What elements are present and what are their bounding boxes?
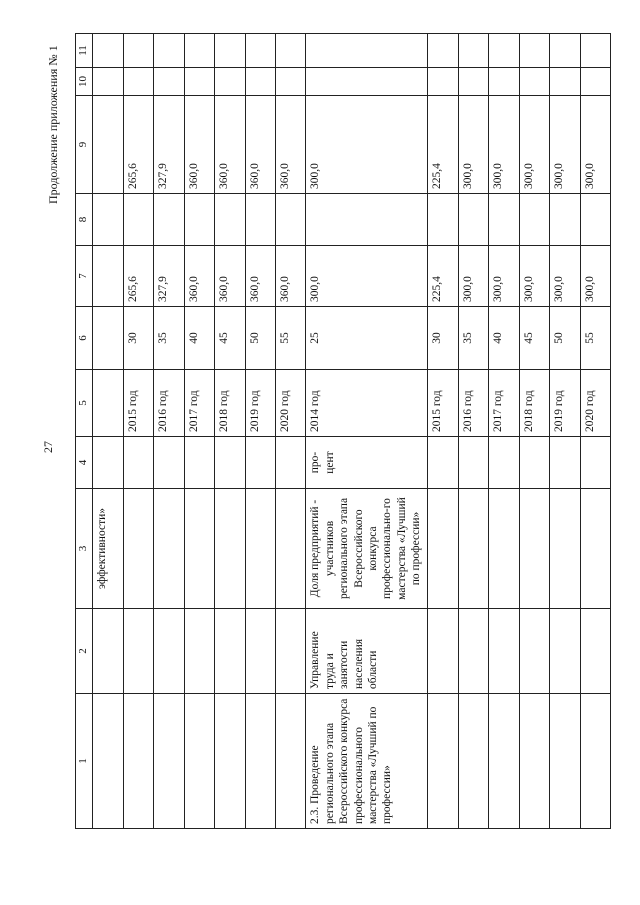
table-cell-col-5: 2016 год (458, 370, 488, 437)
table-cell-col-10 (123, 68, 153, 96)
table-cell-col-6: 55 (275, 307, 305, 370)
table-row (458, 34, 488, 829)
table-cell-col-9: 360,0 (245, 96, 275, 194)
table-cell-col-9: 300,0 (580, 96, 611, 194)
table-cell-col-8 (428, 194, 458, 246)
table-cell-col-8 (215, 194, 245, 246)
table-cell-col-10 (93, 68, 123, 96)
table-cell-col-10 (458, 68, 488, 96)
table-cell-col-9: 360,0 (275, 96, 305, 194)
column-number-4: 4 (76, 437, 93, 489)
table-cell-col-10 (580, 68, 611, 96)
table-cell-col-11 (306, 34, 428, 68)
header-row (76, 34, 93, 829)
table-cell-col-7: 327,9 (154, 246, 184, 307)
table-cell-col-5: 2019 год (550, 370, 580, 437)
table-cell-col-9: 327,9 (154, 96, 184, 194)
table-cell-col-8 (184, 194, 214, 246)
table-cell-col-7 (93, 246, 123, 307)
table-cell-col-11 (519, 34, 549, 68)
column-number-1: 1 (76, 694, 93, 829)
table-cell-col-5: 2014 год (306, 370, 428, 437)
table-cell-col-5: 2019 год (245, 370, 275, 437)
table-cell-col-2 (184, 609, 214, 694)
table-cell-col-5: 2018 год (215, 370, 245, 437)
table-cell-col-10 (519, 68, 549, 96)
table-cell-col-6: 35 (458, 307, 488, 370)
table-cell-col-1 (93, 694, 123, 829)
table-cell-col-11 (489, 34, 519, 68)
table-cell-col-1 (428, 694, 458, 829)
table-cell-col-6: 30 (428, 307, 458, 370)
table-cell-col-7: 360,0 (184, 246, 214, 307)
table-cell-col-3 (275, 489, 305, 609)
table-cell-col-9: 300,0 (550, 96, 580, 194)
table-cell-col-6: 40 (489, 307, 519, 370)
table-cell-col-2 (580, 609, 611, 694)
table-cell-col-11 (550, 34, 580, 68)
table-cell-col-8 (93, 194, 123, 246)
table-cell-col-4 (245, 437, 275, 489)
table-cell-col-10 (489, 68, 519, 96)
table-row (580, 34, 611, 829)
column-number-2: 2 (76, 609, 93, 694)
table-cell-col-8 (519, 194, 549, 246)
table-cell-col-4 (275, 437, 305, 489)
table-cell-col-10 (215, 68, 245, 96)
table-cell-col-11 (154, 34, 184, 68)
table-cell-col-9: 300,0 (458, 96, 488, 194)
table-cell-col-5: 2020 год (275, 370, 305, 437)
program-table (75, 33, 611, 829)
table-cell-col-2 (458, 609, 488, 694)
table-cell-col-6 (93, 307, 123, 370)
table-cell-col-4 (550, 437, 580, 489)
table-cell-col-4 (93, 437, 123, 489)
table-cell-col-9: 360,0 (184, 96, 214, 194)
table-cell-col-3 (458, 489, 488, 609)
table-cell-col-8 (458, 194, 488, 246)
table-row (184, 34, 214, 829)
table-cell-col-5: 2016 год (154, 370, 184, 437)
table-cell-col-4 (489, 437, 519, 489)
table-cell-col-4 (154, 437, 184, 489)
table-cell-col-1 (184, 694, 214, 829)
table-cell-col-8 (123, 194, 153, 246)
table-cell-col-1 (580, 694, 611, 829)
table-cell-col-8 (489, 194, 519, 246)
table-cell-col-7: 300,0 (458, 246, 488, 307)
table-cell-col-6: 55 (580, 307, 611, 370)
table-cell-col-7: 300,0 (306, 246, 428, 307)
table-cell-col-2 (93, 609, 123, 694)
table-cell-col-7: 300,0 (489, 246, 519, 307)
table-cell-col-1 (154, 694, 184, 829)
table-cell-col-10 (154, 68, 184, 96)
table-row (93, 34, 123, 829)
column-number-5: 5 (76, 370, 93, 437)
table-row (550, 34, 580, 829)
table-row (154, 34, 184, 829)
table-cell-col-8 (245, 194, 275, 246)
table-cell-col-6: 50 (550, 307, 580, 370)
column-number-8: 8 (76, 194, 93, 246)
table-cell-col-11 (184, 34, 214, 68)
table-cell-col-6: 25 (306, 307, 428, 370)
table-cell-col-7: 360,0 (275, 246, 305, 307)
table-cell-col-11 (93, 34, 123, 68)
table-cell-col-4 (458, 437, 488, 489)
table-cell-col-5: 2017 год (184, 370, 214, 437)
table-cell-col-8 (275, 194, 305, 246)
table-cell-col-9 (93, 96, 123, 194)
table-cell-col-1 (458, 694, 488, 829)
table-cell-col-11 (215, 34, 245, 68)
table-cell-col-7: 265,6 (123, 246, 153, 307)
table-cell-col-5 (93, 370, 123, 437)
table-cell-col-2 (123, 609, 153, 694)
table-cell-col-2 (428, 609, 458, 694)
table-cell-col-10 (245, 68, 275, 96)
table-cell-col-10 (184, 68, 214, 96)
column-number-11: 11 (76, 34, 93, 68)
table-cell-col-3: эффективности» (93, 489, 123, 609)
table-cell-col-2 (154, 609, 184, 694)
table-cell-col-3 (215, 489, 245, 609)
table-row (428, 34, 458, 829)
table-cell-col-3 (123, 489, 153, 609)
table-cell-col-5: 2015 год (428, 370, 458, 437)
table-row (245, 34, 275, 829)
table-cell-col-1: 2.3. Проведение регионального этапа Всероссийского конкурса профессионального мастерства «Лучший по профессии» (306, 694, 428, 829)
table-cell-col-3 (154, 489, 184, 609)
table-cell-col-4 (215, 437, 245, 489)
table-cell-col-7: 300,0 (519, 246, 549, 307)
table-cell-col-8 (154, 194, 184, 246)
table-cell-col-10 (428, 68, 458, 96)
table-cell-col-3 (519, 489, 549, 609)
table-cell-col-2 (550, 609, 580, 694)
table-cell-col-4 (184, 437, 214, 489)
continuation-title: Продолжение приложения № 1 (46, 45, 60, 204)
table-cell-col-10 (306, 68, 428, 96)
table-cell-col-6: 45 (519, 307, 549, 370)
table-cell-col-11 (458, 34, 488, 68)
table-cell-col-11 (275, 34, 305, 68)
table-cell-col-8 (306, 194, 428, 246)
table-row (275, 34, 305, 829)
table-cell-col-11 (123, 34, 153, 68)
table-cell-col-1 (123, 694, 153, 829)
table-cell-col-9: 225,4 (428, 96, 458, 194)
table-cell-col-7: 300,0 (580, 246, 611, 307)
table-cell-col-4 (428, 437, 458, 489)
table-cell-col-11 (428, 34, 458, 68)
table-cell-col-6: 50 (245, 307, 275, 370)
column-number-3: 3 (76, 489, 93, 609)
table-cell-col-5: 2020 год (580, 370, 611, 437)
table-cell-col-3 (550, 489, 580, 609)
table-cell-col-1 (215, 694, 245, 829)
page-number: 27 (41, 441, 55, 453)
table-cell-col-5: 2017 год (489, 370, 519, 437)
table-cell-col-2 (215, 609, 245, 694)
table-cell-col-2 (275, 609, 305, 694)
column-number-7: 7 (76, 246, 93, 307)
table-cell-col-10 (550, 68, 580, 96)
table-cell-col-1 (519, 694, 549, 829)
rotated-table-container (75, 34, 611, 829)
table-cell-col-1 (275, 694, 305, 829)
table-cell-col-6: 30 (123, 307, 153, 370)
table-cell-col-2: Управление труда и занятости населения области (306, 609, 428, 694)
table-cell-col-11 (245, 34, 275, 68)
table-cell-col-9: 360,0 (215, 96, 245, 194)
table-row (215, 34, 245, 829)
table-cell-col-7: 360,0 (245, 246, 275, 307)
table-row (123, 34, 153, 829)
table-cell-col-8 (580, 194, 611, 246)
table-cell-col-3 (489, 489, 519, 609)
column-number-6: 6 (76, 307, 93, 370)
table-cell-col-7: 300,0 (550, 246, 580, 307)
table-cell-col-6: 35 (154, 307, 184, 370)
table-cell-col-4: про-цент (306, 437, 428, 489)
table-cell-col-9: 300,0 (306, 96, 428, 194)
table-cell-col-4 (519, 437, 549, 489)
column-number-10: 10 (76, 68, 93, 96)
table-cell-col-3 (245, 489, 275, 609)
table-cell-col-7: 225,4 (428, 246, 458, 307)
table-cell-col-1 (245, 694, 275, 829)
table-cell-col-8 (550, 194, 580, 246)
table-cell-col-11 (580, 34, 611, 68)
table-cell-col-4 (123, 437, 153, 489)
table-cell-col-3 (184, 489, 214, 609)
table-cell-col-1 (489, 694, 519, 829)
table-cell-col-5: 2015 год (123, 370, 153, 437)
table-cell-col-3 (580, 489, 611, 609)
table-cell-col-3: Доля предприятий - участников регионального этапа Всероссийского конкурса профессионально-го мастерства «Лучший по профессии» (306, 489, 428, 609)
table-cell-col-9: 265,6 (123, 96, 153, 194)
table-cell-col-2 (489, 609, 519, 694)
table-cell-col-4 (580, 437, 611, 489)
table-row (306, 34, 428, 829)
table-cell-col-1 (550, 694, 580, 829)
table-cell-col-2 (519, 609, 549, 694)
table-cell-col-5: 2018 год (519, 370, 549, 437)
table-row (489, 34, 519, 829)
table-cell-col-6: 45 (215, 307, 245, 370)
table-cell-col-2 (245, 609, 275, 694)
table-cell-col-9: 300,0 (489, 96, 519, 194)
column-number-9: 9 (76, 96, 93, 194)
table-cell-col-6: 40 (184, 307, 214, 370)
table-row (519, 34, 549, 829)
table-cell-col-7: 360,0 (215, 246, 245, 307)
table-cell-col-9: 300,0 (519, 96, 549, 194)
table-cell-col-3 (428, 489, 458, 609)
table-cell-col-10 (275, 68, 305, 96)
